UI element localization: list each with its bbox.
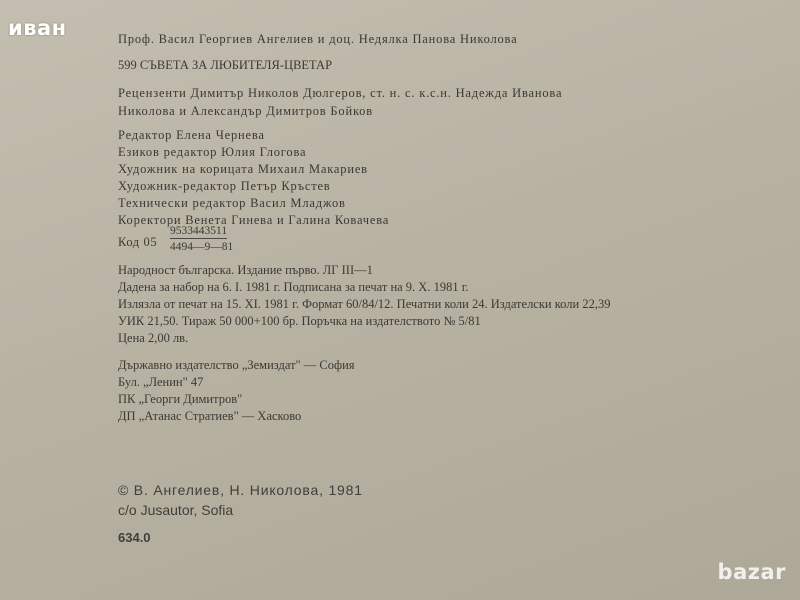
seller-watermark: иван [8, 16, 67, 40]
copyright-agency: c/o Jusautor, Sofia [118, 502, 234, 518]
credit-art-editor: Художник-редактор Петър Кръстев [118, 179, 331, 193]
publisher-address: Бул. „Ленин" 47 [118, 375, 204, 389]
bazar-logo: bazar [717, 560, 786, 584]
classification-number: 634.0 [118, 530, 151, 545]
reviewers-line-1: Рецензенти Димитър Николов Дюлгеров, ст. н. с. к.с.н. Надежда Иванова [118, 86, 563, 100]
credit-cover-artist: Художник на корицата Михаил Макариев [118, 162, 368, 176]
code-label: Код 05 [118, 235, 158, 249]
copyright-line: © В. Ангелиев, Н. Николова, 1981 [118, 482, 363, 498]
publisher-name: Държавно издателство „Земиздат" — София [118, 358, 355, 372]
book-title: 599 СЪВЕТА ЗА ЛЮБИТЕЛЯ-ЦВЕТАР [118, 58, 333, 72]
typesetting-dates: Дадена за набор на 6. I. 1981 г. Подписана за печат на 9. X. 1981 г. [118, 280, 469, 294]
credit-language-editor: Езиков редактор Юлия Глогова [118, 145, 307, 159]
publication-code [118, 225, 358, 257]
code-numerator: 9533443511 [170, 225, 228, 237]
printing-house-1: ПК „Георги Димитров" [118, 392, 243, 406]
credit-editor: Редактор Елена Чернева [118, 128, 265, 142]
code-denominator: 4494—9—81 [170, 241, 234, 253]
print-details: Излязла от печат на 15. XI. 1981 г. Формат 60/84/12. Печатни коли 24. Издателски коли 22,39 [118, 297, 611, 311]
reviewers-line-2: Николова и Александър Димитров Бойков [118, 104, 373, 118]
credit-proofreaders: Коректори Венета Гинева и Галина Ковачева [118, 213, 390, 227]
price: Цена 2,00 лв. [118, 331, 189, 345]
nationality-edition: Народност българска. Издание първо. ЛГ III—1 [118, 263, 373, 277]
printing-house-2: ДП „Атанас Стратиев" — Хасково [118, 409, 302, 423]
credit-technical-editor: Технически редактор Васил Младжов [118, 196, 346, 210]
circulation-order: УИК 21,50. Тираж 50 000+100 бр. Поръчка на издателството № 5/81 [118, 314, 481, 328]
authors-line: Проф. Васил Георгиев Ангелиев и доц. Недялка Панова Николова [118, 32, 518, 46]
